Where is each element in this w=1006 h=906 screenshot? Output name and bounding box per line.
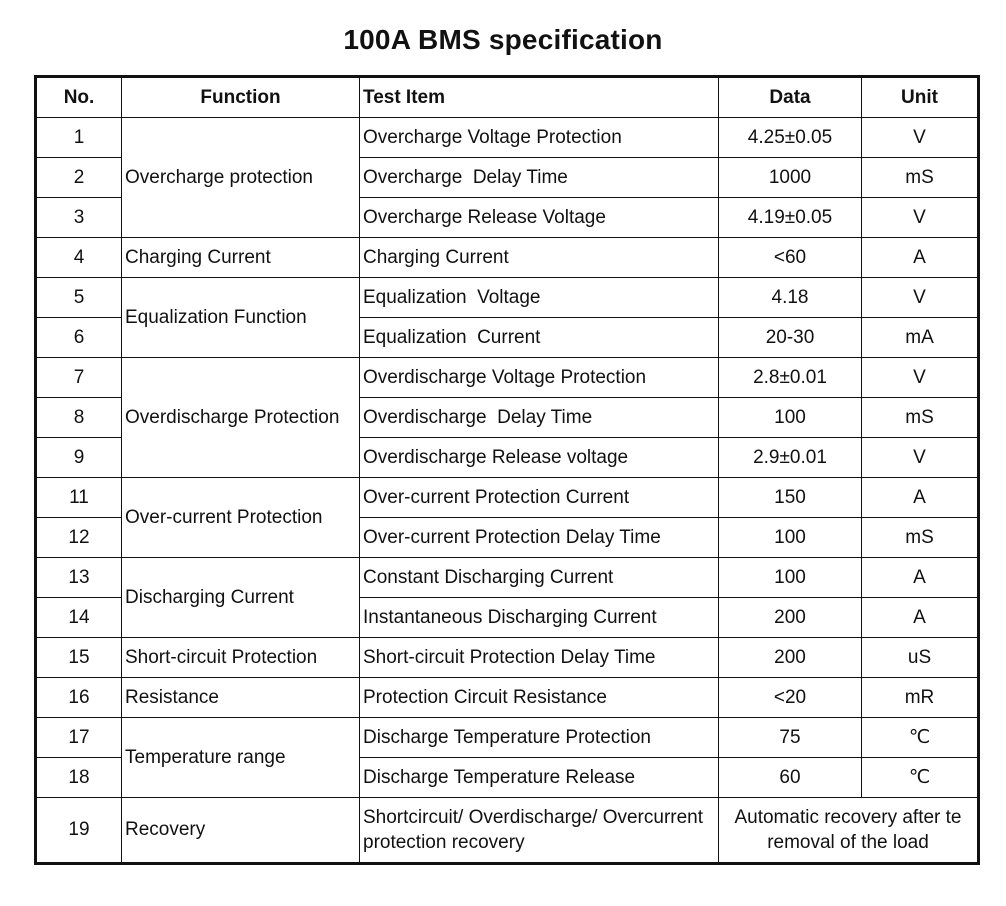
table-row [36, 718, 979, 758]
row-no: 1 [36, 118, 122, 158]
row-no: 14 [36, 598, 122, 638]
row-data: 4.19±0.05 [719, 198, 862, 238]
row-test-item: Overcharge Release Voltage [360, 198, 719, 238]
row-unit: ℃ [862, 718, 979, 758]
table-row [36, 238, 979, 278]
row-test-item: Over-current Protection Delay Time [360, 518, 719, 558]
row-data: 4.18 [719, 278, 862, 318]
row-function: Short-circuit Protection [122, 638, 360, 678]
row-unit: V [862, 278, 979, 318]
row-function: Charging Current [122, 238, 360, 278]
row-unit: V [862, 438, 979, 478]
row-no: 3 [36, 198, 122, 238]
row-unit: mS [862, 398, 979, 438]
row-test-item: Over-current Protection Current [360, 478, 719, 518]
row-no: 2 [36, 158, 122, 198]
row-no: 9 [36, 438, 122, 478]
row-unit: V [862, 118, 979, 158]
row-no: 7 [36, 358, 122, 398]
row-unit: mS [862, 158, 979, 198]
row-unit: mA [862, 318, 979, 358]
row-unit: ℃ [862, 758, 979, 798]
row-unit: A [862, 558, 979, 598]
table-row [36, 638, 979, 678]
table-row [36, 678, 979, 718]
row-test-item: Protection Circuit Resistance [360, 678, 719, 718]
row-no: 4 [36, 238, 122, 278]
row-no: 13 [36, 558, 122, 598]
row-test-item: Equalization Voltage [360, 278, 719, 318]
row-no: 17 [36, 718, 122, 758]
row-no: 11 [36, 478, 122, 518]
row-data: 200 [719, 638, 862, 678]
row-unit: V [862, 358, 979, 398]
row-data: <60 [719, 238, 862, 278]
row-function: Overdischarge Protection [122, 358, 360, 478]
table-row [36, 118, 979, 158]
row-function: Temperature range [122, 718, 360, 798]
row-test-item: Overdischarge Release voltage [360, 438, 719, 478]
row-no: 12 [36, 518, 122, 558]
row-no: 15 [36, 638, 122, 678]
header-function: Function [122, 77, 360, 118]
row-no: 6 [36, 318, 122, 358]
row-data: 1000 [719, 158, 862, 198]
row-unit: A [862, 598, 979, 638]
row-unit: A [862, 238, 979, 278]
row-data: 60 [719, 758, 862, 798]
row-no: 5 [36, 278, 122, 318]
row-no: 8 [36, 398, 122, 438]
header-no: No. [36, 77, 122, 118]
row-function: Over-current Protection [122, 478, 360, 558]
row-test-item: Overdischarge Delay Time [360, 398, 719, 438]
row-data: 20-30 [719, 318, 862, 358]
row-no: 18 [36, 758, 122, 798]
row-test-item: Equalization Current [360, 318, 719, 358]
row-test-item: Overcharge Delay Time [360, 158, 719, 198]
row-function: Equalization Function [122, 278, 360, 358]
row-data: 100 [719, 398, 862, 438]
row-test-item: Overdischarge Voltage Protection [360, 358, 719, 398]
table-row [36, 478, 979, 518]
row-function: Recovery [122, 798, 360, 864]
row-test-item: Shortcircuit/ Overdischarge/ Overcurrent protection recovery [360, 798, 719, 864]
row-no: 16 [36, 678, 122, 718]
specification-table [34, 75, 980, 865]
row-test-item: Discharge Temperature Release [360, 758, 719, 798]
row-function: Resistance [122, 678, 360, 718]
row-data: 75 [719, 718, 862, 758]
row-data: 2.9±0.01 [719, 438, 862, 478]
table-header-row [36, 77, 979, 118]
table-row [36, 558, 979, 598]
row-function: Discharging Current [122, 558, 360, 638]
row-test-item: Constant Discharging Current [360, 558, 719, 598]
row-no: 19 [36, 798, 122, 864]
row-test-item: Instantaneous Discharging Current [360, 598, 719, 638]
row-unit: A [862, 478, 979, 518]
table-row [36, 278, 979, 318]
row-data: 100 [719, 558, 862, 598]
row-unit: V [862, 198, 979, 238]
header-unit: Unit [862, 77, 979, 118]
row-unit: mR [862, 678, 979, 718]
row-data: 2.8±0.01 [719, 358, 862, 398]
page-title: 100A BMS specification [343, 24, 663, 55]
row-unit: mS [862, 518, 979, 558]
table-row [36, 798, 979, 864]
row-test-item: Short-circuit Protection Delay Time [360, 638, 719, 678]
row-data: 200 [719, 598, 862, 638]
header-test-item: Test Item [360, 77, 719, 118]
row-data: 100 [719, 518, 862, 558]
row-data: 150 [719, 478, 862, 518]
row-test-item: Overcharge Voltage Protection [360, 118, 719, 158]
row-test-item: Charging Current [360, 238, 719, 278]
row-unit: uS [862, 638, 979, 678]
row-data: 4.25±0.05 [719, 118, 862, 158]
table-row [36, 358, 979, 398]
row-data: <20 [719, 678, 862, 718]
header-data: Data [719, 77, 862, 118]
row-data: Automatic recovery after te removal of the load [719, 798, 979, 864]
row-test-item: Discharge Temperature Protection [360, 718, 719, 758]
row-function: Overcharge protection [122, 118, 360, 238]
